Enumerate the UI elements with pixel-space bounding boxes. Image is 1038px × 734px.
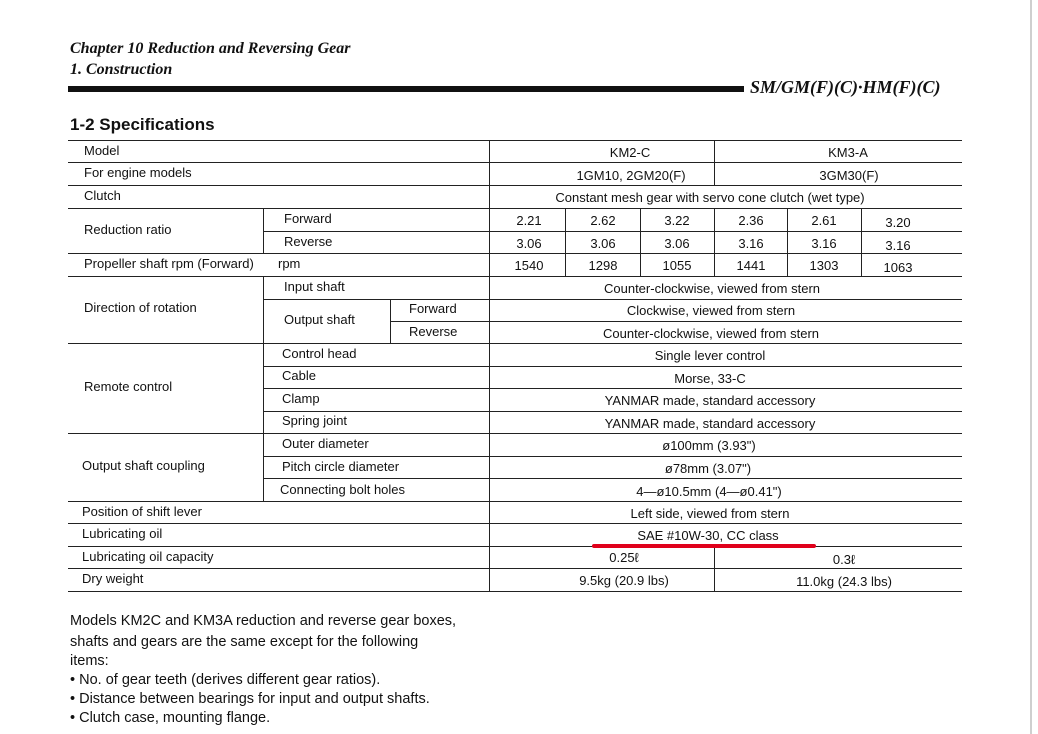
lubricating-oil-label: Lubricating oil: [82, 526, 163, 541]
ratio-reverse: 3.06: [516, 236, 542, 251]
clamp-value: YANMAR made, standard accessory: [604, 393, 816, 408]
model-km2c: KM2-C: [609, 145, 651, 160]
shift-lever-value: Left side, viewed from stern: [630, 506, 790, 521]
table-rule: [68, 433, 962, 434]
table-rule: [68, 162, 962, 163]
bolt-holes-label: Connecting bolt holes: [280, 482, 406, 497]
oil-capacity-km3a: 0.3ℓ: [832, 552, 856, 567]
engine-km2c: 1GM10, 2GM20(F): [576, 168, 686, 183]
ratio-reverse: 3.16: [811, 236, 837, 251]
coupling-label: Output shaft coupling: [82, 458, 205, 473]
output-reverse-value: Counter-clockwise, viewed from stern: [602, 326, 820, 341]
ratio-reverse: 3.16: [738, 236, 764, 251]
table-rule: [390, 321, 962, 322]
input-shaft-value: Counter-clockwise, viewed from stern: [603, 281, 821, 296]
input-shaft-label: Input shaft: [284, 279, 345, 294]
table-rule: [263, 478, 962, 479]
ratio-forward: 2.61: [811, 213, 837, 228]
model-code: SM/GM(F)(C)·HM(F)(C): [750, 77, 941, 97]
propeller-rpm-label: Propeller shaft rpm (Forward): [84, 256, 254, 271]
table-rule: [68, 568, 962, 569]
chapter-heading: Chapter 10 Reduction and Reversing Gear: [70, 40, 351, 57]
reduction-ratio-label: Reduction ratio: [84, 222, 172, 237]
note-bullet: • No. of gear teeth (derives different gear ratios).: [70, 672, 381, 688]
engine-km3a: 3GM30(F): [819, 168, 879, 183]
note-line: items:: [70, 653, 109, 669]
table-divider: [263, 276, 264, 343]
note-line: Models KM2C and KM3A reduction and reverse gear boxes,: [70, 613, 457, 629]
table-divider: [263, 433, 264, 501]
dry-weight-km2c: 9.5kg (20.9 lbs): [579, 573, 669, 588]
rpm-unit: rpm: [278, 256, 301, 271]
table-rule: [68, 253, 962, 254]
note-bullet: • Clutch case, mounting flange.: [70, 710, 271, 726]
oil-capacity-label: Lubricating oil capacity: [82, 549, 214, 564]
table-rule: [68, 501, 962, 502]
ratio-reverse: 3.06: [664, 236, 690, 251]
direction-label: Direction of rotation: [84, 300, 197, 315]
table-divider: [263, 208, 264, 253]
table-rule: [263, 366, 962, 367]
table-divider: [714, 208, 715, 276]
model-km3a: KM3-A: [828, 145, 868, 160]
output-forward-value: Clockwise, viewed from stern: [626, 303, 796, 318]
note-bullet-text: No. of gear teeth (derives different gear ratios).: [79, 672, 381, 688]
table-divider: [714, 140, 715, 185]
table-divider: [640, 208, 641, 276]
header-rule: [68, 86, 744, 92]
dry-weight-km3a: 11.0kg (24.3 lbs): [796, 574, 892, 589]
propeller-rpm: 1298: [588, 258, 618, 273]
note-bullet: • Distance between bearings for input and output shafts.: [70, 691, 430, 707]
outer-diameter-value: ø100mm (3.93"): [662, 438, 756, 453]
propeller-rpm: 1055: [662, 258, 692, 273]
propeller-rpm: 1063: [883, 260, 913, 275]
note-line: shafts and gears are the same except for the following: [70, 634, 419, 650]
ratio-forward: 3.22: [664, 213, 690, 228]
table-divider: [714, 546, 715, 591]
pitch-circle-label: Pitch circle diameter: [282, 459, 400, 474]
table-divider: [390, 299, 391, 343]
ratio-reverse: 3.06: [590, 236, 616, 251]
ratio-forward: 3.20: [885, 215, 911, 230]
ratio-forward: 2.21: [516, 213, 542, 228]
table-divider: [263, 343, 264, 433]
table-rule: [263, 231, 962, 232]
reverse-label: Reverse: [284, 234, 333, 249]
spring-joint-label: Spring joint: [282, 413, 348, 428]
table-divider: [489, 140, 490, 591]
model-label: Model: [84, 143, 120, 158]
table-divider: [861, 208, 862, 276]
table-rule: [263, 299, 962, 300]
note-bullet-text: Distance between bearings for input and output shafts.: [79, 691, 430, 707]
output-shaft-label: Output shaft: [284, 312, 355, 327]
remote-control-label: Remote control: [84, 379, 173, 394]
control-head-value: Single lever control: [654, 348, 766, 363]
table-rule: [263, 456, 962, 457]
table-rule: [68, 208, 962, 209]
propeller-rpm: 1540: [514, 258, 544, 273]
specifications-title: 1-2 Specifications: [70, 115, 215, 134]
cable-value: Morse, 33-C: [674, 371, 746, 386]
highlight-underline: [592, 544, 816, 548]
table-rule: [68, 276, 962, 277]
table-rule: [68, 591, 962, 592]
propeller-rpm: 1303: [809, 258, 839, 273]
clutch-value: Constant mesh gear with servo cone clutch (wet type): [555, 190, 865, 205]
ratio-forward: 2.36: [738, 213, 764, 228]
note-bullet-text: Clutch case, mounting flange.: [79, 710, 271, 726]
bolt-holes-value: 4—ø10.5mm (4—ø0.41"): [636, 484, 782, 499]
ratio-reverse: 3.16: [885, 238, 911, 253]
ratio-forward: 2.62: [590, 213, 616, 228]
forward-label: Forward: [284, 211, 332, 226]
dry-weight-label: Dry weight: [82, 571, 144, 586]
cable-label: Cable: [282, 368, 316, 383]
table-rule: [68, 343, 962, 344]
output-reverse-label: Reverse: [409, 324, 458, 339]
oil-capacity-km2c: 0.25ℓ: [609, 550, 639, 565]
table-divider: [787, 208, 788, 276]
lubricating-oil-value: SAE #10W-30, CC class: [637, 528, 779, 543]
propeller-rpm: 1441: [736, 258, 766, 273]
page-edge: [1030, 0, 1032, 734]
spring-joint-value: YANMAR made, standard accessory: [604, 416, 816, 431]
shift-lever-label: Position of shift lever: [82, 504, 202, 519]
pitch-circle-value: ø78mm (3.07"): [664, 461, 752, 476]
clamp-label: Clamp: [282, 391, 320, 406]
table-divider: [565, 208, 566, 276]
outer-diameter-label: Outer diameter: [282, 436, 369, 451]
output-forward-label: Forward: [409, 301, 457, 316]
table-rule: [263, 388, 962, 389]
clutch-label: Clutch: [84, 188, 121, 203]
table-rule: [263, 411, 962, 412]
section-heading: 1. Construction: [70, 61, 173, 78]
table-rule: [68, 140, 962, 141]
table-rule: [68, 546, 962, 547]
table-rule: [68, 523, 962, 524]
engine-label: For engine models: [84, 165, 192, 180]
control-head-label: Control head: [282, 346, 357, 361]
table-rule: [68, 185, 962, 186]
